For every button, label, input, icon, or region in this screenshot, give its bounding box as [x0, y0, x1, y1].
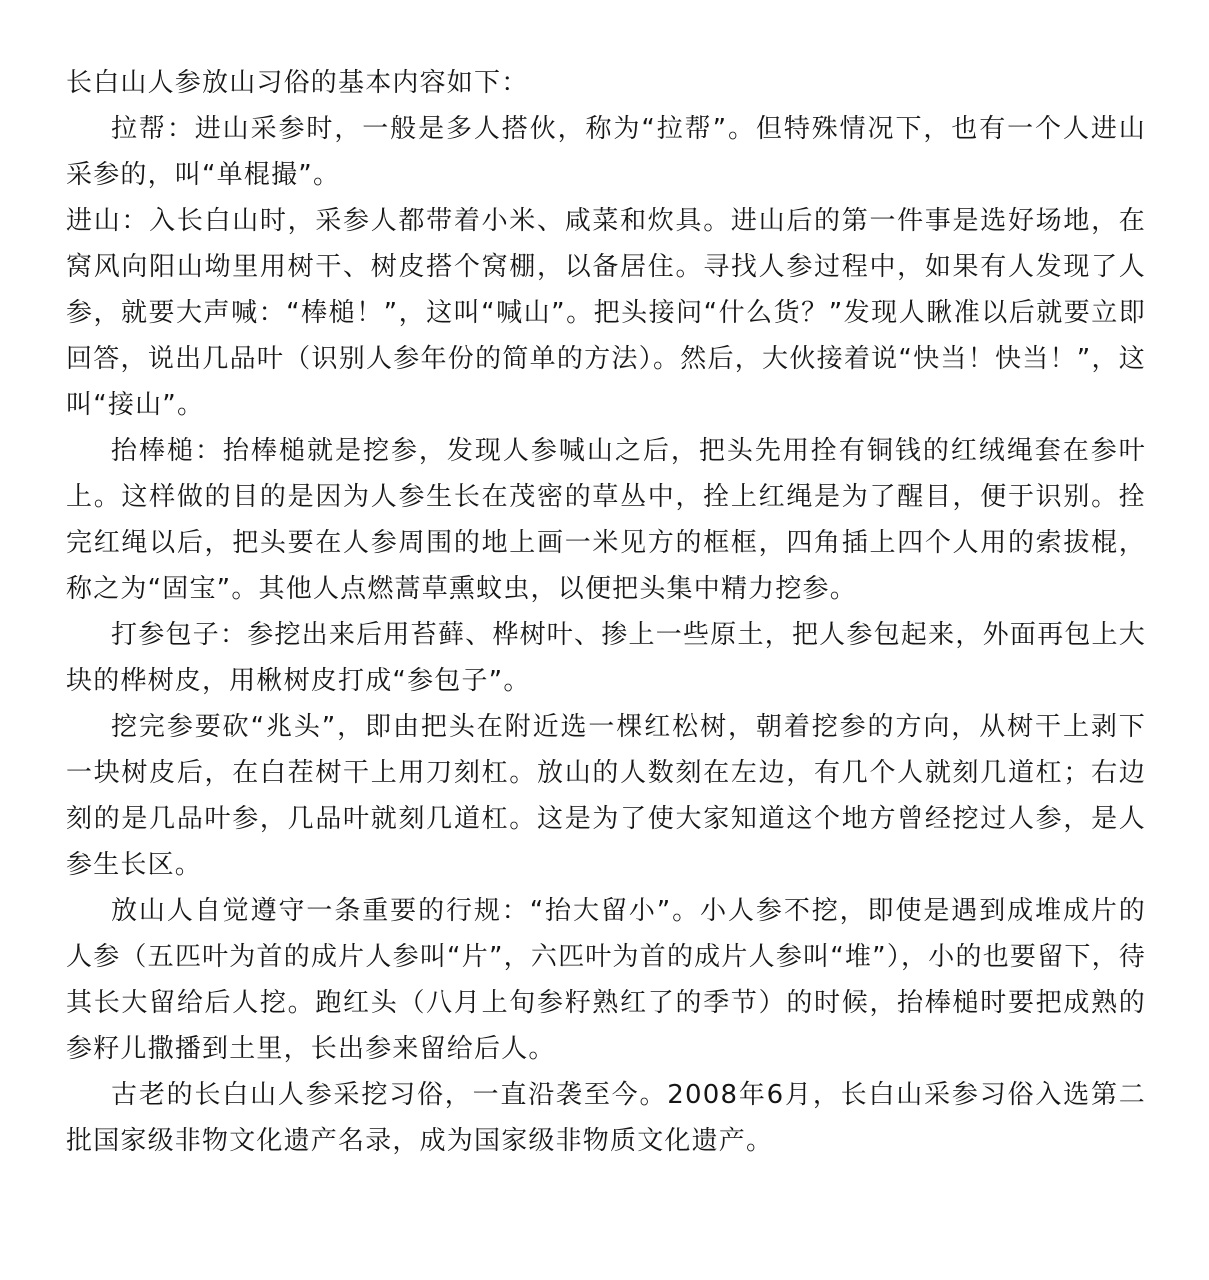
paragraph-zhao-tou: 挖完参要砍“兆头”，即由把头在附近选一棵红松树，朝着挖参的方向，从树干上剥下一块树皮后，在白茬树干上用刀刻杠。放山的人数刻在左边，有几个人就刻几道杠；右边刻的是几品叶参，几品叶就刻几道杠。这是为了使大家知道这个地方曾经挖过人参，是人参生长区。 — [66, 712, 1146, 880]
paragraph-la-bang: 拉帮：进山采参时，一般是多人搭伙，称为“拉帮”。但特殊情况下，也有一个人进山采参的，叫“单棍撮”。 — [66, 114, 1146, 190]
paragraph-hang-gui: 放山人自觉遵守一条重要的行规：“抬大留小”。小人参不挖，即使是遇到成堆成片的人参（五匹叶为首的成片人参叫“片”，六匹叶为首的成片人参叫“堆”），小的也要留下，待其长大留给后人挖。跑红头（八月上旬参籽熟红了的季节）的时候，抬棒槌时要把成熟的参籽儿撒播到土里，长出参来留给后人。 — [66, 896, 1146, 1064]
paragraph-jin-shan: 进山：入长白山时，采参人都带着小米、咸菜和炊具。进山后的第一件事是选好场地，在窝风向阳山坳里用树干、树皮搭个窝棚，以备居住。寻找人参过程中，如果有人发现了人参，就要大声喊：“棒槌！”，这叫“喊山”。把头接问“什么货？”发现人瞅准以后就要立即回答，说出几品叶（识别人参年份的简单的方法）。然后，大伙接着说“快当！快当！”，这叫“接山”。 — [66, 206, 1146, 420]
paragraph-heritage: 古老的长白山人参采挖习俗，一直沿袭至今。2008年6月，长白山采参习俗入选第二批国家级非物文化遗产名录，成为国家级非物质文化遗产。 — [66, 1080, 1146, 1156]
paragraph-da-shen-bao-zi: 打参包子：参挖出来后用苔藓、桦树叶、掺上一些原土，把人参包起来，外面再包上大块的桦树皮，用楸树皮打成“参包子”。 — [66, 620, 1146, 696]
intro-heading: 长白山人参放山习俗的基本内容如下： — [66, 68, 529, 98]
document-body — [66, 60, 1146, 1164]
paragraph-tai-bang-chui: 抬棒槌：抬棒槌就是挖参，发现人参喊山之后，把头先用拴有铜钱的红绒绳套在参叶上。这样做的目的是因为人参生长在茂密的草丛中，拴上红绳是为了醒目，便于识别。拴完红绳以后，把头要在人参周围的地上画一米见方的框框，四角插上四个人用的索拔棍，称之为“固宝”。其他人点燃蒿草熏蚊虫，以便把头集中精力挖参。 — [66, 436, 1146, 604]
